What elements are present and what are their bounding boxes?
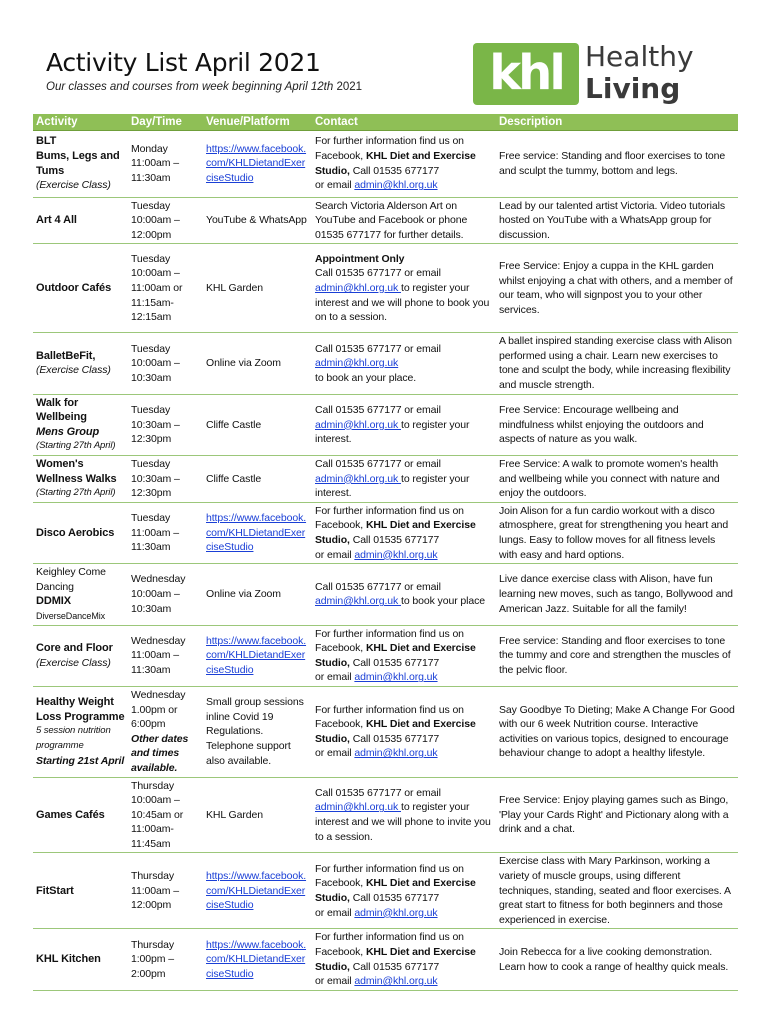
email-link[interactable]: admin@khl.org.uk bbox=[354, 548, 438, 561]
table-row bbox=[33, 625, 738, 686]
activity-cell: Outdoor Cafés bbox=[33, 244, 128, 333]
activity-cell: BalletBeFit, (Exercise Class) bbox=[33, 333, 128, 394]
table-row bbox=[33, 929, 738, 990]
contact-cell: For further information find us on Facebook, KHL Diet and Exercise Studio, Call 01535 677177 or email admin@khl.org.uk bbox=[312, 686, 496, 777]
venue-cell: Online via Zoom bbox=[203, 564, 312, 625]
description-cell: Lead by our talented artist Victoria. Video tutorials hosted on YouTube with a WhatsApp group for discussion. bbox=[496, 197, 738, 244]
daytime-cell: Thursday 10:00am – 10:45am or 11:00am-11:45am bbox=[128, 777, 203, 853]
table-row bbox=[33, 197, 738, 244]
contact-cell: For further information find us on Facebook, KHL Diet and Exercise Studio, Call 01535 677177 or email admin@khl.org.uk bbox=[312, 929, 496, 990]
daytime-cell: Tuesday 10:00am – 10:30am bbox=[128, 333, 203, 394]
facebook-link[interactable]: https://www.facebook.com/KHLDietandExerciseStudio bbox=[206, 512, 307, 554]
activity-cell: KHL Kitchen bbox=[33, 929, 128, 990]
col-activity: Activity bbox=[33, 114, 128, 130]
table-row bbox=[33, 853, 738, 929]
daytime-cell: Wednesday 11:00am – 11:30am bbox=[128, 625, 203, 686]
table-header-row bbox=[33, 114, 738, 130]
daytime-cell: Tuesday 10:00am – 11:00am or 11:15am-12:15am bbox=[128, 244, 203, 333]
venue-cell: KHL Garden bbox=[203, 777, 312, 853]
venue-cell bbox=[203, 502, 312, 563]
daytime-cell: Thursday 11:00am – 12:00pm bbox=[128, 853, 203, 929]
venue-cell: Cliffe Castle bbox=[203, 456, 312, 503]
venue-cell bbox=[203, 625, 312, 686]
email-link[interactable]: admin@khl.org.uk bbox=[315, 418, 401, 431]
venue-cell: Online via Zoom bbox=[203, 333, 312, 394]
daytime-cell: Tuesday 10:00am – 12:00pm bbox=[128, 197, 203, 244]
description-cell: Free Service: Enjoy a cuppa in the KHL garden whilst enjoying a chat with others, and a member of our team, who will signpost you to your other services. bbox=[496, 244, 738, 333]
daytime-cell: Wednesday 1.00pm or 6:00pm Other dates and times available. bbox=[128, 686, 203, 777]
table-row bbox=[33, 130, 738, 197]
activity-cell: Core and Floor (Exercise Class) bbox=[33, 625, 128, 686]
facebook-link[interactable]: https://www.facebook.com/KHLDietandExerciseStudio bbox=[206, 870, 307, 912]
daytime-cell: Thursday 1:00pm – 2:00pm bbox=[128, 929, 203, 990]
contact-cell: Call 01535 677177 or email admin@khl.org.uk to book your place bbox=[312, 564, 496, 625]
description-cell: A ballet inspired standing exercise class with Alison performed using a chair. Learn new exercises to tone and sculpt the body, while increasing flexibility and muscle strength. bbox=[496, 333, 738, 394]
venue-cell bbox=[203, 853, 312, 929]
description-cell: Join Rebecca for a live cooking demonstration. Learn how to cook a range of healthy quick meals. bbox=[496, 929, 738, 990]
description-cell: Join Alison for a fun cardio workout with a disco atmosphere, great for strengthening you heart and lungs. Easy to follow moves for all fitness levels with easy and hard options. bbox=[496, 502, 738, 563]
daytime-cell: Tuesday 10:30am – 12:30pm bbox=[128, 456, 203, 503]
email-link[interactable]: admin@khl.org.uk bbox=[354, 975, 438, 988]
description-cell: Exercise class with Mary Parkinson, working a variety of muscle groups, using different techniques, standing, seated and floor exercises. A great start to fitness for both beginners and those experienced in exercise. bbox=[496, 853, 738, 929]
venue-cell bbox=[203, 929, 312, 990]
contact-cell: Search Victoria Alderson Art on YouTube and Facebook or phone 01535 677177 for further details. bbox=[312, 197, 496, 244]
venue-cell: KHL Garden bbox=[203, 244, 312, 333]
contact-cell: Call 01535 677177 or email admin@khl.org.uk to book an your place. bbox=[312, 333, 496, 394]
contact-cell: For further information find us on Facebook, KHL Diet and Exercise Studio, Call 01535 677177 or email admin@khl.org.uk bbox=[312, 502, 496, 563]
description-cell: Live dance exercise class with Alison, have fun learning new moves, such as tango, Bollywood and American Jazz. Suitable for all the family! bbox=[496, 564, 738, 625]
contact-cell: Call 01535 677177 or email admin@khl.org.uk to register your interest and we will phone to invite you to a session. bbox=[312, 777, 496, 853]
table-row bbox=[33, 686, 738, 777]
facebook-link[interactable]: https://www.facebook.com/KHLDietandExerciseStudio bbox=[206, 634, 307, 677]
email-link[interactable]: admin@khl.org.uk bbox=[354, 671, 438, 684]
table-row bbox=[33, 502, 738, 563]
daytime-cell: Tuesday 11:00am – 11:30am bbox=[128, 502, 203, 563]
venue-cell: Cliffe Castle bbox=[203, 394, 312, 455]
description-cell: Free Service: Enjoy playing games such as Bingo, 'Play your Cards Right' and Pictionary along with a drink and a chat. bbox=[496, 777, 738, 853]
table-row bbox=[33, 333, 738, 394]
table-row bbox=[33, 777, 738, 853]
description-cell: Free Service: A walk to promote women's health and wellbeing while you connect with nature and enjoy the outdoors. bbox=[496, 456, 738, 503]
email-link[interactable]: admin@khl.org.uk bbox=[315, 595, 401, 608]
activity-cell: FitStart bbox=[33, 853, 128, 929]
col-venue: Venue/Platform bbox=[203, 114, 312, 130]
activity-cell: Art 4 All bbox=[33, 197, 128, 244]
subtitle-year: 2021 bbox=[336, 81, 363, 93]
table-row bbox=[33, 456, 738, 503]
logo-mark: khl bbox=[473, 43, 579, 105]
page-header bbox=[0, 0, 770, 112]
activity-table bbox=[33, 114, 738, 991]
table-row bbox=[33, 564, 738, 625]
activity-cell: Walk for Wellbeing Mens Group (Starting 27th April) bbox=[33, 394, 128, 455]
email-link[interactable]: admin@khl.org.uk bbox=[354, 906, 438, 919]
page-title: Activity List April 2021 bbox=[46, 48, 321, 77]
email-link[interactable]: admin@khl.org.uk bbox=[315, 801, 401, 814]
email-link[interactable]: admin@khl.org.uk bbox=[354, 747, 438, 760]
page-subtitle bbox=[46, 81, 362, 93]
daytime-cell: Tuesday 10:30am – 12:30pm bbox=[128, 394, 203, 455]
activity-cell: Healthy Weight Loss Programme 5 session nutrition programme Starting 21st April bbox=[33, 686, 128, 777]
description-cell: Free service: Standing and floor exercises to tone and sculpt the tummy, bottom and legs. bbox=[496, 130, 738, 197]
contact-cell: For further information find us on Facebook, KHL Diet and Exercise Studio, Call 01535 677177 or email admin@khl.org.uk bbox=[312, 625, 496, 686]
table-row bbox=[33, 244, 738, 333]
col-daytime: Day/Time bbox=[128, 114, 203, 130]
contact-cell: Call 01535 677177 or email admin@khl.org.uk to register your interest. bbox=[312, 394, 496, 455]
subtitle-text: Our classes and courses from week beginning April 12th bbox=[46, 81, 334, 93]
logo-word-living: Living bbox=[585, 72, 681, 105]
daytime-cell: Wednesday 10:00am – 10:30am bbox=[128, 564, 203, 625]
facebook-link[interactable]: https://www.facebook.com/KHLDietandExerciseStudio bbox=[206, 938, 307, 980]
contact-cell: Call 01535 677177 or email admin@khl.org.uk to register your interest. bbox=[312, 456, 496, 503]
col-contact: Contact bbox=[312, 114, 496, 130]
description-cell: Free Service: Encourage wellbeing and mindfulness whilst enjoying the outdoors and aspects of nature as you walk. bbox=[496, 394, 738, 455]
logo-word-healthy: Healthy bbox=[585, 40, 694, 73]
table-row bbox=[33, 394, 738, 455]
activity-cell: BLT Bums, Legs and Tums (Exercise Class) bbox=[33, 130, 128, 197]
venue-cell: YouTube & WhatsApp bbox=[203, 197, 312, 244]
activity-cell: Keighley Come Dancing DDMIX DiverseDanceMix bbox=[33, 564, 128, 625]
description-cell: Free service: Standing and floor exercises to tone the tummy and core and strengthen the muscles of the pelvic floor. bbox=[496, 625, 738, 686]
venue-cell: Small group sessions inline Covid 19 Regulations. Telephone support also available. bbox=[203, 686, 312, 777]
email-link[interactable]: admin@khl.org.uk bbox=[354, 179, 438, 192]
email-link[interactable]: admin@khl.org.uk bbox=[315, 357, 399, 370]
facebook-link[interactable]: https://www.facebook.com/KHLDietandExerciseStudio bbox=[206, 142, 307, 184]
khl-logo bbox=[473, 40, 705, 108]
activity-cell: Women's Wellness Walks (Starting 27th April) bbox=[33, 456, 128, 503]
activity-cell: Games Cafés bbox=[33, 777, 128, 853]
venue-cell bbox=[203, 130, 312, 197]
contact-cell: Appointment Only Call 01535 677177 or email admin@khl.org.uk to register your interest and we will phone to book you on to a session. bbox=[312, 244, 496, 333]
email-link[interactable]: admin@khl.org.uk bbox=[315, 281, 401, 294]
daytime-cell: Monday 11:00am – 11:30am bbox=[128, 130, 203, 197]
email-link[interactable]: admin@khl.org.uk bbox=[315, 472, 401, 485]
contact-cell: For further information find us on Facebook, KHL Diet and Exercise Studio, Call 01535 677177 or email admin@khl.org.uk bbox=[312, 853, 496, 929]
activity-cell: Disco Aerobics bbox=[33, 502, 128, 563]
contact-cell: For further information find us on Facebook, KHL Diet and Exercise Studio, Call 01535 677177 or email admin@khl.org.uk bbox=[312, 130, 496, 197]
col-description: Description bbox=[496, 114, 738, 130]
description-cell: Say Goodbye To Dieting; Make A Change For Good with our 6 week Nutrition course. Interactive activities on various topics, designed to encourage behaviour change to adopt a healthy lifestyle. bbox=[496, 686, 738, 777]
